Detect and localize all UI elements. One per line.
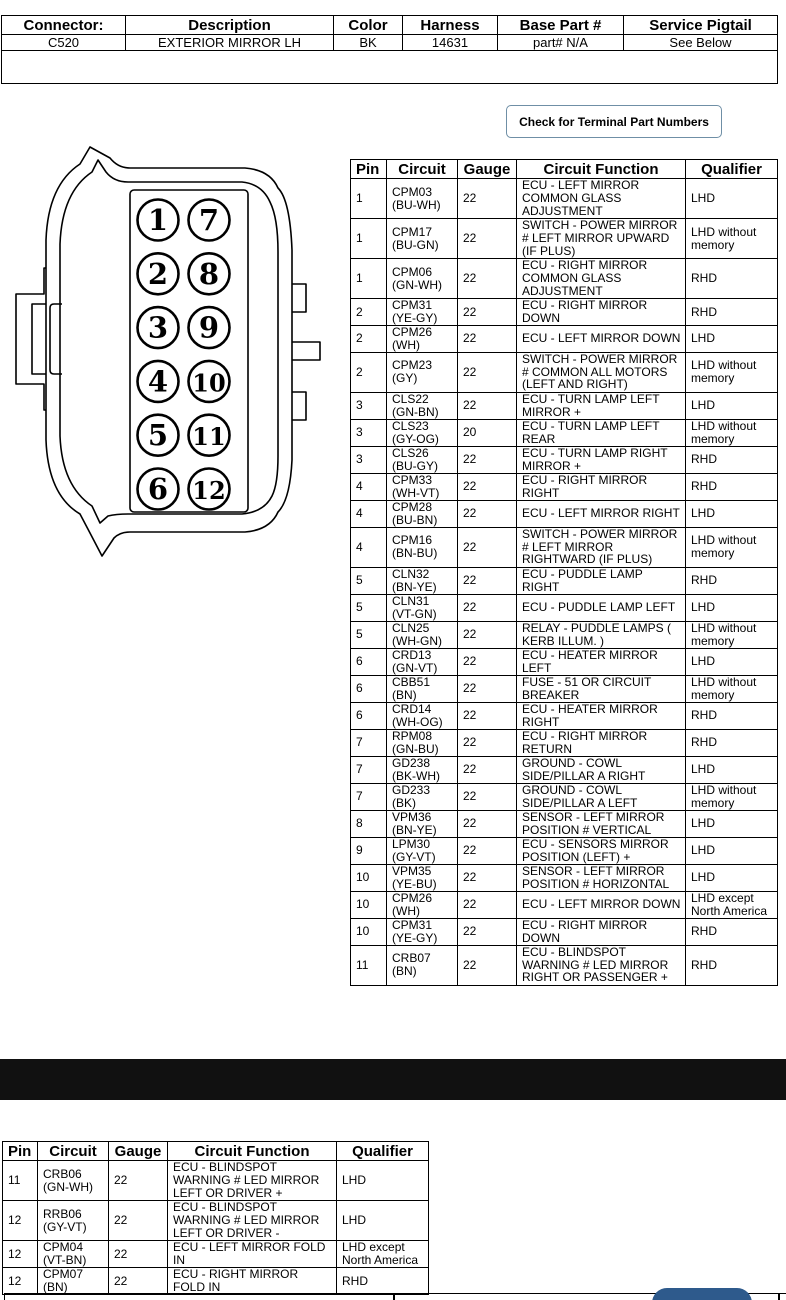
col-header-circuit-function: Circuit Function (517, 160, 686, 179)
cell-qualifier: LHD (686, 864, 778, 891)
pin-row (351, 756, 778, 783)
cell-circuit: CLN25 (WH-GN) (387, 621, 458, 648)
cell-pin: 10 (351, 864, 387, 891)
cell-qualifier: RHD (686, 729, 778, 756)
cell-circuit: CPM26 (WH) (387, 891, 458, 918)
pin-number-label: 3 (147, 310, 169, 345)
cell-circuit: CRD13 (GN-VT) (387, 648, 458, 675)
cell-qualifier: LHD (686, 756, 778, 783)
cell-circuit: LPM30 (GY-VT) (387, 837, 458, 864)
cell-pin: 1 (351, 259, 387, 299)
pin-number-label: 11 (192, 422, 226, 452)
connector-info-value-row (2, 35, 778, 51)
cell-gauge: 22 (109, 1201, 168, 1241)
col-header-pin: Pin (351, 160, 387, 179)
pin-number-label: 2 (147, 256, 169, 291)
cell-pin: 12 (3, 1241, 38, 1268)
cell-gauge: 22 (458, 179, 517, 219)
floating-action-button[interactable] (652, 1288, 752, 1300)
pin-row (351, 891, 778, 918)
cell-gauge: 22 (458, 259, 517, 299)
cell-gauge: 22 (458, 392, 517, 419)
cell-circuit: CLS22 (GN-BN) (387, 392, 458, 419)
pin-table-header-row (351, 160, 778, 179)
cell-qualifier: RHD (686, 473, 778, 500)
cell-gauge: 22 (458, 326, 517, 353)
value-connector: C520 (2, 35, 126, 51)
cell-qualifier: LHD (686, 179, 778, 219)
cell-qualifier: LHD without memory (686, 675, 778, 702)
col-header-qualifier: Qualifier (337, 1142, 429, 1161)
cell-function: SENSOR - LEFT MIRROR POSITION # VERTICAL (517, 810, 686, 837)
cell-circuit: CLS26 (BU-GY) (387, 446, 458, 473)
cell-gauge: 22 (458, 473, 517, 500)
col-header-circuit: Circuit (38, 1142, 109, 1161)
cell-qualifier: LHD except North America (337, 1241, 429, 1268)
cell-circuit: CPM26 (WH) (387, 326, 458, 353)
cell-circuit: CPM33 (WH-VT) (387, 473, 458, 500)
cell-pin: 6 (351, 648, 387, 675)
pin-row (351, 179, 778, 219)
cell-pin: 4 (351, 500, 387, 527)
cell-function: FUSE - 51 OR CIRCUIT BREAKER (517, 675, 686, 702)
pin-row (351, 527, 778, 567)
pin-row (351, 326, 778, 353)
cell-qualifier: LHD without memory (686, 419, 778, 446)
cell-function: SENSOR - LEFT MIRROR POSITION # HORIZONTAL (517, 864, 686, 891)
cell-circuit: CPM06 (GN-WH) (387, 259, 458, 299)
cell-circuit: RRB06 (GY-VT) (38, 1201, 109, 1241)
cell-circuit: VPM36 (BN-YE) (387, 810, 458, 837)
cell-gauge: 22 (458, 675, 517, 702)
value-base-part: part# N/A (498, 35, 624, 51)
cell-function: ECU - LEFT MIRROR DOWN (517, 891, 686, 918)
cell-gauge: 22 (458, 446, 517, 473)
col-header-gauge: Gauge (109, 1142, 168, 1161)
cell-qualifier: RHD (686, 446, 778, 473)
pin-number-label: 9 (198, 310, 220, 345)
cell-pin: 3 (351, 392, 387, 419)
cell-qualifier: RHD (686, 299, 778, 326)
pin-number-label: 8 (198, 256, 220, 291)
cell-function: ECU - LEFT MIRROR COMMON GLASS ADJUSTMENT (517, 179, 686, 219)
cell-circuit: RPM08 (GN-BU) (387, 729, 458, 756)
cell-circuit: CRB07 (BN) (387, 945, 458, 985)
cell-circuit: CLN32 (BN-YE) (387, 567, 458, 594)
pin-row (351, 729, 778, 756)
cell-gauge: 22 (458, 567, 517, 594)
cell-circuit: CPM23 (GY) (387, 352, 458, 392)
value-service-pigtail: See Below (624, 35, 778, 51)
cell-pin: 12 (3, 1268, 38, 1295)
connector-right-key (292, 342, 320, 360)
cell-function: ECU - BLINDSPOT WARNING # LED MIRROR RIGHT OR PASSENGER + (517, 945, 686, 985)
cell-gauge: 22 (458, 729, 517, 756)
cell-gauge: 22 (458, 594, 517, 621)
cell-pin: 8 (351, 810, 387, 837)
header-connector: Connector: (2, 16, 126, 35)
pin-table-cont-header-row (3, 1142, 429, 1161)
pin-row (351, 621, 778, 648)
cell-circuit: CPM04 (VT-BN) (38, 1241, 109, 1268)
cell-qualifier: RHD (686, 945, 778, 985)
cell-gauge: 22 (458, 810, 517, 837)
cell-gauge: 22 (109, 1241, 168, 1268)
pin-row (351, 219, 778, 259)
cell-function: RELAY - PUDDLE LAMPS ( KERB ILLUM. ) (517, 621, 686, 648)
pin-row (351, 259, 778, 299)
cell-pin: 1 (351, 219, 387, 259)
cell-circuit: CRD14 (WH-OG) (387, 702, 458, 729)
cell-qualifier: LHD (686, 648, 778, 675)
cell-function: ECU - RIGHT MIRROR DOWN (517, 299, 686, 326)
pin-row (351, 918, 778, 945)
cell-pin: 11 (3, 1161, 38, 1201)
cell-circuit: CPM31 (YE-GY) (387, 918, 458, 945)
col-header-qualifier: Qualifier (686, 160, 778, 179)
cell-gauge: 22 (458, 299, 517, 326)
pin-row (351, 810, 778, 837)
cell-function: ECU - HEATER MIRROR LEFT (517, 648, 686, 675)
pin-row (3, 1241, 429, 1268)
pin-number-label: 10 (192, 368, 226, 398)
cell-gauge: 22 (458, 702, 517, 729)
pin-number-label: 12 (192, 476, 226, 505)
cell-qualifier: RHD (686, 918, 778, 945)
connector-face-diagram (10, 140, 340, 565)
cell-function: ECU - LEFT MIRROR FOLD IN (168, 1241, 337, 1268)
pin-row (351, 299, 778, 326)
cell-circuit: CBB51 (BN) (387, 675, 458, 702)
header-service-pigtail: Service Pigtail (624, 16, 778, 35)
cell-function: ECU - TURN LAMP RIGHT MIRROR + (517, 446, 686, 473)
cell-function: ECU - RIGHT MIRROR COMMON GLASS ADJUSTMENT (517, 259, 686, 299)
cell-circuit: GD238 (BK-WH) (387, 756, 458, 783)
cell-circuit: CRB06 (GN-WH) (38, 1161, 109, 1201)
pin-row (351, 837, 778, 864)
pin-number-label: 5 (147, 418, 169, 453)
cell-gauge: 22 (458, 864, 517, 891)
header-harness: Harness (403, 16, 498, 35)
page-separator-band (0, 1059, 786, 1100)
pin-row (351, 594, 778, 621)
cell-pin: 4 (351, 473, 387, 500)
cell-circuit: CPM03 (BU-WH) (387, 179, 458, 219)
cell-function: SWITCH - POWER MIRROR # LEFT MIRROR UPWARD (IF PLUS) (517, 219, 686, 259)
cell-circuit: CPM07 (BN) (38, 1268, 109, 1295)
header-description: Description (126, 16, 334, 35)
value-color: BK (334, 35, 403, 51)
cell-gauge: 22 (458, 837, 517, 864)
cell-gauge: 22 (458, 352, 517, 392)
cell-function: ECU - LEFT MIRROR DOWN (517, 326, 686, 353)
pin-row (351, 446, 778, 473)
pin-number-label: 6 (147, 472, 169, 506)
pin-row (351, 783, 778, 810)
cell-qualifier: LHD (686, 500, 778, 527)
check-terminal-part-numbers-button[interactable]: Check for Terminal Part Numbers (506, 105, 722, 138)
pin-row (3, 1201, 429, 1241)
cell-pin: 5 (351, 621, 387, 648)
value-harness: 14631 (403, 35, 498, 51)
header-base-part: Base Part # (498, 16, 624, 35)
connector-info-blank-row (2, 51, 778, 84)
cell-qualifier: RHD (686, 259, 778, 299)
cell-pin: 7 (351, 783, 387, 810)
cell-gauge: 22 (458, 918, 517, 945)
pin-row (351, 702, 778, 729)
cell-gauge: 22 (458, 783, 517, 810)
pin-row (351, 945, 778, 985)
cell-qualifier: LHD except North America (686, 891, 778, 918)
cell-pin: 3 (351, 446, 387, 473)
pin-row (351, 864, 778, 891)
cell-pin: 5 (351, 567, 387, 594)
cell-qualifier: RHD (686, 702, 778, 729)
cell-qualifier: LHD (686, 837, 778, 864)
cell-pin: 11 (351, 945, 387, 985)
cell-pin: 10 (351, 891, 387, 918)
cell-function: ECU - LEFT MIRROR RIGHT (517, 500, 686, 527)
connector-info-table (1, 15, 778, 84)
cell-function: ECU - TURN LAMP LEFT MIRROR + (517, 392, 686, 419)
cell-function: ECU - RIGHT MIRROR RETURN (517, 729, 686, 756)
pin-row (351, 648, 778, 675)
cell-pin: 7 (351, 729, 387, 756)
cell-function: ECU - HEATER MIRROR RIGHT (517, 702, 686, 729)
col-header-pin: Pin (3, 1142, 38, 1161)
cell-circuit: GD233 (BK) (387, 783, 458, 810)
cell-function: SWITCH - POWER MIRROR # COMMON ALL MOTORS (LEFT AND RIGHT) (517, 352, 686, 392)
cell-qualifier: LHD (686, 392, 778, 419)
cell-function: ECU - RIGHT MIRROR FOLD IN (168, 1268, 337, 1295)
col-header-circuit: Circuit (387, 160, 458, 179)
cell-gauge: 20 (458, 419, 517, 446)
pin-row (3, 1268, 429, 1295)
cell-pin: 12 (3, 1201, 38, 1241)
cell-qualifier: LHD without memory (686, 352, 778, 392)
cell-function: ECU - PUDDLE LAMP RIGHT (517, 567, 686, 594)
cell-gauge: 22 (458, 756, 517, 783)
pin-assignment-table (350, 159, 778, 986)
cell-function: GROUND - COWL SIDE/PILLAR A LEFT (517, 783, 686, 810)
cell-function: ECU - RIGHT MIRROR RIGHT (517, 473, 686, 500)
cell-circuit: CPM17 (BU-GN) (387, 219, 458, 259)
cell-function: ECU - PUDDLE LAMP LEFT (517, 594, 686, 621)
connector-right-tab-bottom (292, 392, 306, 420)
pin-number-label: 4 (147, 364, 169, 399)
cell-circuit: CLN31 (VT-GN) (387, 594, 458, 621)
pin-row (351, 675, 778, 702)
cell-function: ECU - SENSORS MIRROR POSITION (LEFT) + (517, 837, 686, 864)
connector-left-latch (16, 268, 46, 410)
cell-qualifier: LHD (337, 1201, 429, 1241)
cell-gauge: 22 (109, 1161, 168, 1201)
cell-circuit: VPM35 (YE-BU) (387, 864, 458, 891)
cell-qualifier: LHD without memory (686, 783, 778, 810)
cell-gauge: 22 (458, 219, 517, 259)
pin-number-label: 7 (198, 203, 220, 237)
value-description: EXTERIOR MIRROR LH (126, 35, 334, 51)
cell-qualifier: LHD (686, 326, 778, 353)
col-header-circuit-function: Circuit Function (168, 1142, 337, 1161)
cell-gauge: 22 (458, 891, 517, 918)
cell-circuit: CPM28 (BU-BN) (387, 500, 458, 527)
cell-qualifier: RHD (337, 1268, 429, 1295)
pin-row (351, 473, 778, 500)
cell-qualifier: LHD (686, 594, 778, 621)
cell-pin: 7 (351, 756, 387, 783)
cell-function: GROUND - COWL SIDE/PILLAR A RIGHT (517, 756, 686, 783)
cell-function: ECU - TURN LAMP LEFT REAR (517, 419, 686, 446)
header-color: Color (334, 16, 403, 35)
cell-qualifier: LHD without memory (686, 527, 778, 567)
cell-gauge: 22 (458, 945, 517, 985)
cell-pin: 3 (351, 419, 387, 446)
pin-row (3, 1161, 429, 1201)
cell-gauge: 22 (458, 621, 517, 648)
pin-row (351, 419, 778, 446)
cell-pin: 6 (351, 702, 387, 729)
col-header-gauge: Gauge (458, 160, 517, 179)
cell-function: ECU - BLINDSPOT WARNING # LED MIRROR LEFT OR DRIVER - (168, 1201, 337, 1241)
pin-assignment-table-continued (2, 1141, 429, 1295)
cell-pin: 2 (351, 326, 387, 353)
cell-qualifier: RHD (686, 567, 778, 594)
pin-row (351, 352, 778, 392)
cell-pin: 1 (351, 179, 387, 219)
blank-cell (2, 51, 778, 84)
cell-qualifier: LHD without memory (686, 219, 778, 259)
cell-circuit: CPM16 (BN-BU) (387, 527, 458, 567)
cell-qualifier: LHD (337, 1161, 429, 1201)
cell-pin: 4 (351, 527, 387, 567)
pin-row (351, 500, 778, 527)
cell-gauge: 22 (458, 500, 517, 527)
cell-circuit: CLS23 (GY-OG) (387, 419, 458, 446)
pin-number-label: 1 (147, 203, 169, 237)
cell-gauge: 22 (458, 527, 517, 567)
cell-circuit: CPM31 (YE-GY) (387, 299, 458, 326)
cell-function: ECU - RIGHT MIRROR DOWN (517, 918, 686, 945)
cell-pin: 9 (351, 837, 387, 864)
pin-row (351, 392, 778, 419)
cell-pin: 10 (351, 918, 387, 945)
cell-gauge: 22 (458, 648, 517, 675)
cell-qualifier: LHD without memory (686, 621, 778, 648)
cell-pin: 6 (351, 675, 387, 702)
connector-info-header-row (2, 16, 778, 35)
cell-gauge: 22 (109, 1268, 168, 1295)
cell-qualifier: LHD (686, 810, 778, 837)
cell-function: SWITCH - POWER MIRROR # LEFT MIRROR RIGHTWARD (IF PLUS) (517, 527, 686, 567)
cell-pin: 2 (351, 352, 387, 392)
pin-row (351, 567, 778, 594)
connector-right-tab-top (292, 284, 306, 312)
cell-pin: 2 (351, 299, 387, 326)
cell-function: ECU - BLINDSPOT WARNING # LED MIRROR LEFT OR DRIVER + (168, 1161, 337, 1201)
cell-pin: 5 (351, 594, 387, 621)
